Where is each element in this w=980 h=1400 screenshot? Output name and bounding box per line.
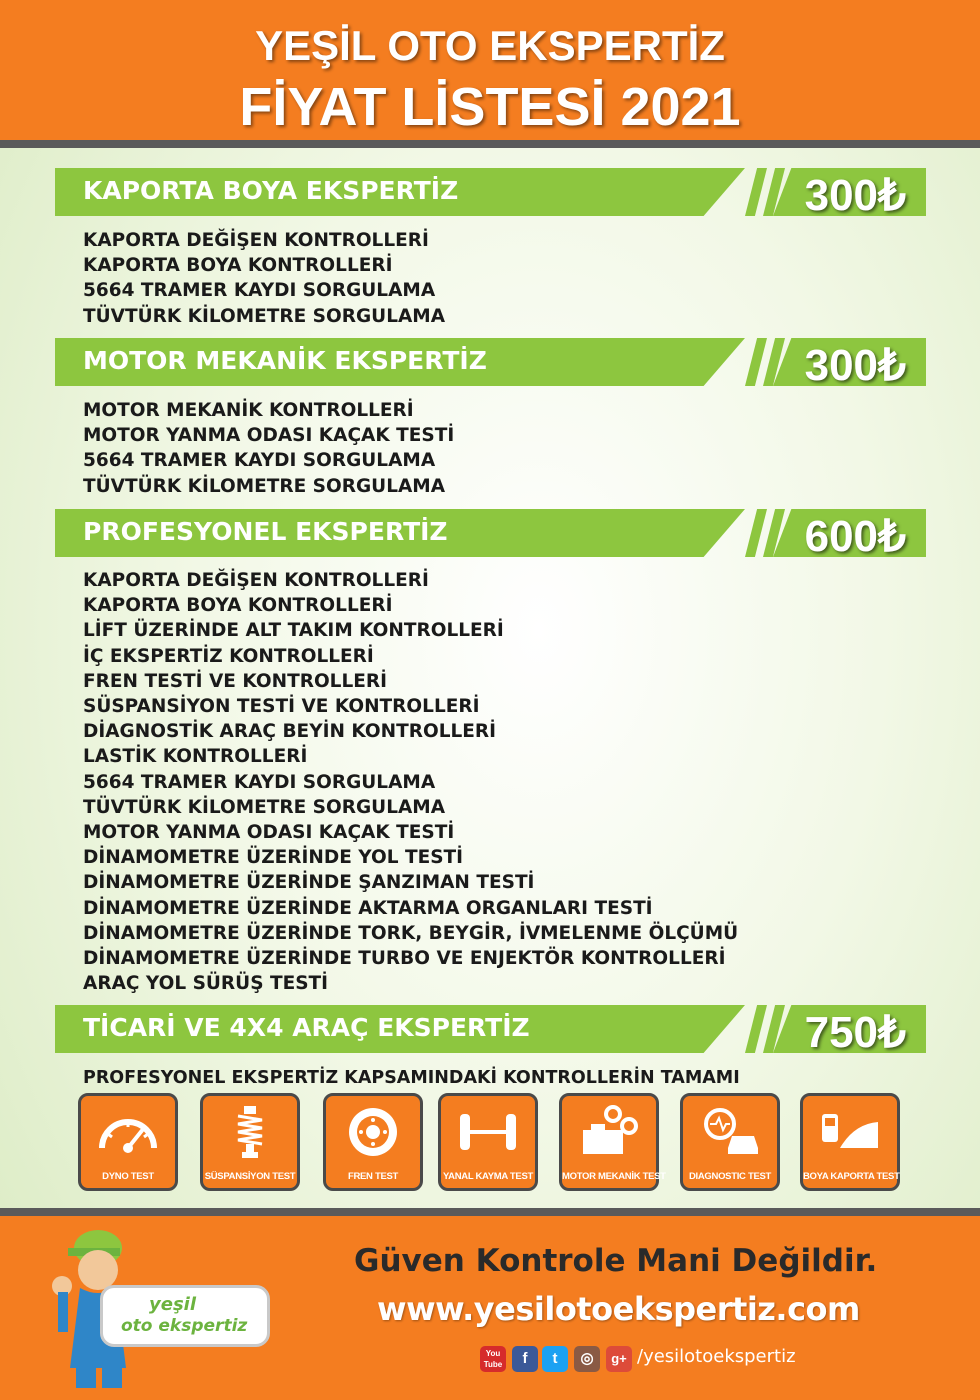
list-item: 5664 TRAMER KAYDI SORGULAMA [83,280,436,302]
test-icons-row [78,1093,908,1193]
social-handle: /yesilotoekspertiz [637,1346,796,1367]
list-item: TÜVTÜRK KİLOMETRE SORGULAMA [83,796,446,818]
brand-logo [100,1285,270,1347]
list-item: TÜVTÜRK KİLOMETRE SORGULAMA [83,475,446,497]
test-card-dyno [78,1093,178,1191]
logo-line1: yeşil [149,1294,196,1315]
list-item: LİFT ÜZERİNDE ALT TAKIM KONTROLLERİ [83,620,504,642]
test-label: DYNO TEST [102,1171,154,1182]
test-card-diagnostic [680,1093,780,1191]
section-price: 300₺ [804,171,906,220]
list-item: TÜVTÜRK KİLOMETRE SORGULAMA [83,305,446,327]
list-item: ARAÇ YOL SÜRÜŞ TESTİ [83,973,329,995]
test-label: DIAGNOSTIC TEST [688,1171,772,1182]
test-label: SÜSPANSİYON TEST [204,1171,296,1182]
logo-line2: oto ekspertiz [121,1316,248,1336]
section-title: PROFESYONEL EKSPERTİZ [83,517,448,546]
list-item: KAPORTA BOYA KONTROLLERİ [83,595,393,617]
test-card-suspansiyon [200,1093,300,1191]
section-price: 300₺ [804,341,906,390]
list-item: 5664 TRAMER KAYDI SORGULAMA [83,771,436,793]
section-title: MOTOR MEKANİK EKSPERTİZ [83,346,487,375]
section-header-motor-mekanik [55,338,926,390]
website-link[interactable]: www.yesilotoekspertiz.com [377,1290,860,1328]
section-title: TİCARİ VE 4X4 ARAÇ EKSPERTİZ [83,1013,530,1042]
header-banner [0,0,980,148]
list-item: MOTOR YANMA ODASI KAÇAK TESTİ [83,425,455,447]
section-items-motor-mekanik [83,398,454,499]
list-item: KAPORTA BOYA KONTROLLERİ [83,255,393,277]
section-price: 750₺ [804,1008,906,1057]
youtube-icon[interactable]: You Tube [480,1346,506,1372]
test-card-boya-kaporta [800,1093,900,1191]
facebook-icon[interactable]: f [512,1346,538,1372]
list-item: DİNAMOMETRE ÜZERİNDE AKTARMA ORGANLARI TESTİ [83,897,653,919]
paint-gauge-icon [818,1104,882,1160]
test-card-yanal-kayma [438,1093,538,1191]
section-header-kaporta-boya [55,168,926,220]
list-item: MOTOR YANMA ODASI KAÇAK TESTİ [83,822,455,844]
list-item: SÜSPANSİYON TESTİ VE KONTROLLERİ [83,696,480,718]
slogan: Güven Kontrole Mani Değildir. [354,1243,878,1279]
section-note: PROFESYONEL EKSPERTİZ KAPSAMINDAKİ KONTROLLERİN TAMAMI [83,1068,740,1088]
test-label: YANAL KAYMA TEST [442,1171,534,1182]
twitter-icon[interactable]: t [542,1346,568,1372]
list-item: FREN TESTİ VE KONTROLLERİ [83,670,388,692]
google-plus-icon[interactable]: g+ [606,1346,632,1372]
list-item: DİNAMOMETRE ÜZERİNDE TORK, BEYGİR, İVMELENME ÖLÇÜMÜ [83,922,739,944]
instagram-icon[interactable]: ◎ [574,1346,600,1372]
section-price: 600₺ [804,512,906,561]
axle-icon [456,1104,520,1160]
test-card-fren [323,1093,423,1191]
list-item: DİNAMOMETRE ÜZERİNDE TURBO VE ENJEKTÖR KONTROLLERİ [83,948,726,970]
company-title: YEŞİL OTO EKSPERTİZ [255,22,725,69]
list-item: DİNAMOMETRE ÜZERİNDE YOL TESTİ [83,847,464,869]
list-item: LASTİK KONTROLLERİ [83,746,308,768]
section-title: KAPORTA BOYA EKSPERTİZ [83,176,459,205]
test-label: BOYA KAPORTA TEST [803,1171,900,1182]
engine-gears-icon [577,1104,641,1160]
section-header-ticari-4x4 [55,1005,926,1057]
list-item: DİAGNOSTİK ARAÇ BEYİN KONTROLLERİ [83,721,497,743]
list-item: DİNAMOMETRE ÜZERİNDE ŞANZIMAN TESTİ [83,872,535,894]
test-label: MOTOR MEKANİK TEST [562,1171,666,1182]
diagnostic-car-icon [698,1104,762,1160]
list-item: MOTOR MEKANİK KONTROLLERİ [83,400,414,421]
section-header-profesyonel [55,509,926,561]
section-items-kaporta-boya [83,228,445,329]
list-item: İÇ EKSPERTİZ KONTROLLERİ [83,645,374,667]
speedometer-icon [96,1104,160,1160]
test-label: FREN TEST [347,1171,399,1182]
list-item: KAPORTA DEĞİŞEN KONTROLLERİ [83,230,429,251]
section-items-profesyonel [83,568,738,996]
price-list-title: FİYAT LİSTESİ 2021 [239,77,741,137]
list-item: 5664 TRAMER KAYDI SORGULAMA [83,450,436,472]
shock-absorber-icon [218,1104,282,1160]
list-item: KAPORTA DEĞİŞEN KONTROLLERİ [83,570,429,591]
test-card-motor-mekanik [559,1093,666,1191]
brake-disc-icon [341,1104,405,1160]
